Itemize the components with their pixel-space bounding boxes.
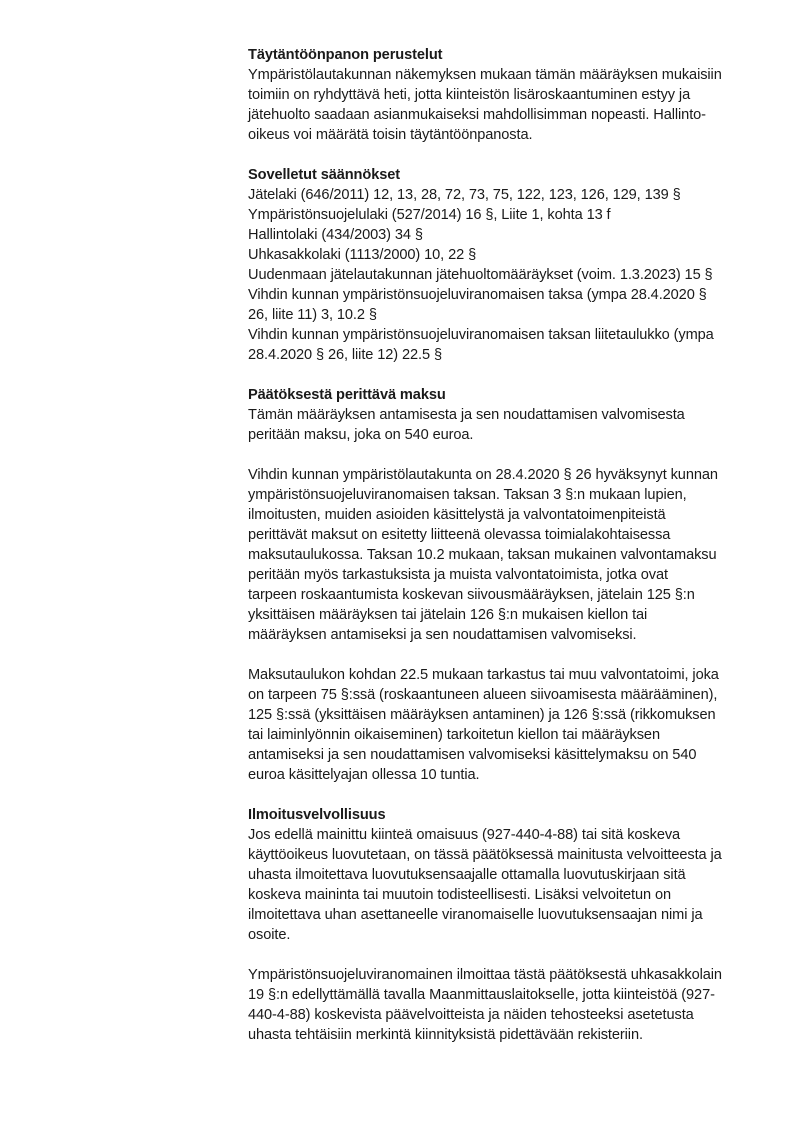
text-line: antamiseksi ja sen noudattamisen valvomiseksi käsittelymaksu on 540: [248, 747, 697, 763]
text-line: ympäristönsuojeluviranomaisen taksan. Taksan 3 §:n mukaan lupien,: [248, 487, 687, 503]
document-section: [248, 385, 748, 785]
text-line: uhasta ilmoitettava luovutuksensaajalle ottamalla luovutuskirjaan sitä: [248, 867, 686, 883]
text-line: Hallintolaki (434/2003) 34 §: [248, 227, 423, 243]
text-line: Uudenmaan jätelautakunnan jätehuoltomääräykset (voim. 1.3.2023) 15 §: [248, 267, 713, 283]
document-section: [248, 165, 748, 365]
text-line: koskeva maininta tai muutoin todisteellisesti. Lisäksi velvoitetun on: [248, 887, 672, 903]
text-line: uhasta tehtäisiin merkintä kiinnityksistä pidettävään rekisteriin.: [248, 1027, 643, 1043]
text-line: Ympäristönsuojeluviranomainen ilmoittaa tästä päätöksestä uhkasakkolain: [248, 967, 722, 983]
text-line: Vihdin kunnan ympäristölautakunta on 28.4.2020 § 26 hyväksynyt kunnan: [248, 467, 718, 483]
text-line: ilmoitettava uhan asettaneelle viranomaiselle luovutuksensaajan nimi ja: [248, 907, 703, 923]
text-line: tarpeen roskaantumista koskevan siivousmääräyksen, jätelain 125 §:n: [248, 587, 695, 603]
text-line: 28.4.2020 § 26, liite 12) 22.5 §: [248, 347, 442, 363]
section-heading: Päätöksestä perittävä maksu: [248, 387, 446, 403]
text-line: 26, liite 11) 3, 10.2 §: [248, 307, 377, 323]
document-section: [248, 45, 748, 145]
text-line: Jätelaki (646/2011) 12, 13, 28, 72, 73, 75, 122, 123, 126, 129, 139 §: [248, 187, 681, 203]
text-line: yksittäisen määräyksen tai jätelain 126 §:n mukaisen kiellon tai: [248, 607, 648, 623]
text-line: peritään maksu, joka on 540 euroa.: [248, 427, 474, 443]
text-line: on tarpeen 75 §:ssä (roskaantuneen alueen siivoamisesta määrääminen),: [248, 687, 718, 703]
text-line: Jos edellä mainittu kiinteä omaisuus (927-440-4-88) tai sitä koskeva: [248, 827, 681, 843]
section-heading: Ilmoitusvelvollisuus: [248, 807, 386, 823]
text-line: Maksutaulukon kohdan 22.5 mukaan tarkastus tai muu valvontatoimi, joka: [248, 667, 719, 683]
text-line: Ympäristölautakunnan näkemyksen mukaan tämän määräyksen mukaisiin: [248, 67, 722, 83]
paragraph: [248, 965, 748, 1045]
text-line: määräyksen antamiseksi ja sen noudattamisen valvomiseksi.: [248, 627, 637, 643]
section-heading: Täytäntöönpanon perustelut: [248, 47, 443, 63]
text-line: tai laiminlyönnin oikaiseminen) tarkoitetun kiellon tai määräyksen: [248, 727, 660, 743]
text-line: Vihdin kunnan ympäristönsuojeluviranomaisen taksan liitetaulukko (ympa: [248, 327, 714, 343]
text-line: perittävät maksut on esitetty liitteenä olevassa toimialakohtaisessa: [248, 527, 671, 543]
text-line: osoite.: [248, 927, 291, 943]
text-line: Vihdin kunnan ympäristönsuojeluviranomaisen taksa (ympa 28.4.2020 §: [248, 287, 707, 303]
paragraph: [248, 825, 748, 945]
text-line: maksutaulukossa. Taksan 10.2 mukaan, taksan mukainen valvontamaksu: [248, 547, 717, 563]
paragraph: [248, 65, 748, 145]
paragraph: [248, 665, 748, 785]
text-line: toimiin on ryhdyttävä heti, jotta kiinteistön lisäroskaantuminen estyy ja: [248, 87, 691, 103]
paragraph: [248, 405, 748, 445]
paragraph: [248, 465, 748, 645]
text-line: peritään myös tarkastuksista ja muista valvontatoimista, jotka ovat: [248, 567, 668, 583]
document-section: [248, 805, 748, 1045]
text-line: oikeus voi määrätä toisin täytäntöönpanosta.: [248, 127, 533, 143]
text-line: Ympäristönsuojelulaki (527/2014) 16 §, Liite 1, kohta 13 f: [248, 207, 611, 223]
text-line: 440-4-88) koskevista päävelvoitteista ja näiden tehosteeksi asetetusta: [248, 1007, 694, 1023]
paragraph: [248, 185, 748, 365]
text-line: 125 §:ssä (yksittäisen määräyksen antaminen) ja 126 §:ssä (rikkomuksen: [248, 707, 716, 723]
document-body: [248, 45, 748, 1065]
text-line: euroa käsittelyajan ollessa 10 tuntia.: [248, 767, 480, 783]
text-line: jätehuolto saadaan asianmukaiseksi mahdollisimman nopeasti. Hallinto-: [248, 107, 706, 123]
text-line: Tämän määräyksen antamisesta ja sen noudattamisen valvomisesta: [248, 407, 685, 423]
text-line: 19 §:n edellyttämällä tavalla Maanmittauslaitokselle, jotta kiinteistöä (927-: [248, 987, 715, 1003]
text-line: Uhkasakkolaki (1113/2000) 10, 22 §: [248, 247, 477, 263]
text-line: käyttöoikeus luovutetaan, on tässä päätöksessä mainitusta velvoitteesta ja: [248, 847, 722, 863]
text-line: ilmoitusten, muiden asioiden käsittelystä ja valvontatoimenpiteistä: [248, 507, 666, 523]
section-heading: Sovelletut säännökset: [248, 167, 400, 183]
